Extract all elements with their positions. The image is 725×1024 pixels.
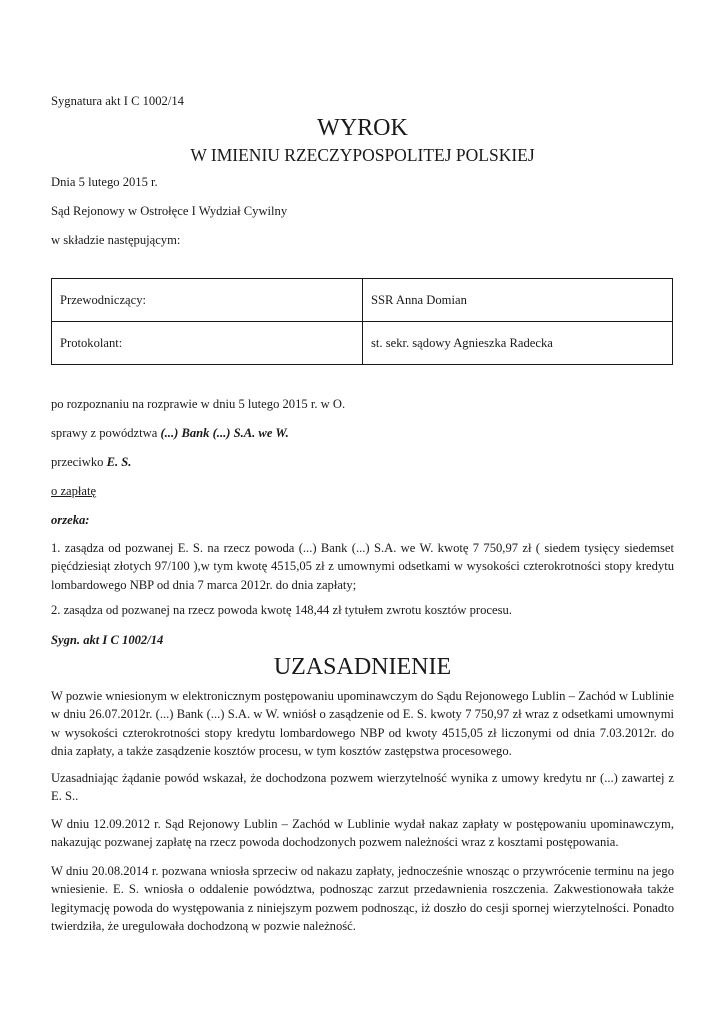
plaintiff-line (51, 425, 289, 441)
justification-paragraph-3: W dniu 12.09.2012 r. Sąd Rejonowy Lublin – Zachód w Lublinie wydał nakaz zapłaty w postępowaniu upominawczym, nakazując pozwanej zapłatę na rzecz powoda dochodzonych pozwem należności wraz z kosztami postępowania. (51, 817, 674, 850)
defendant-line (51, 454, 131, 470)
person-cell: st. sekr. sądowy Agnieszka Radecka (363, 322, 673, 365)
case-signature: Sygnatura akt I C 1002/14 (51, 94, 184, 108)
justification-paragraph-4: W dniu 20.08.2014 r. pozwana wniosła sprzeciw od nakazu zapłaty, jednocześnie wnosząc o przywrócenie terminu na jego wniesienie. E. S. wniosła o oddalenie powództwa, podnosząc zarzut przedawnienia roszczenia. Zakwestionowała także legitymację powoda do występowania z niniejszym pozwem podnosząc, iż doszło do cesji spornej wierzytelności. Ponadto twierdziła, że uregulowała dochodzoną w pozwie należność. (51, 864, 674, 933)
case-subject: o zapłatę (51, 484, 97, 498)
defendant-name: E. S. (106, 455, 132, 469)
ruling-item-1: 1. zasądza od pozwanej E. S. na rzecz powoda (...) Bank (...) S.A. we W. kwotę 7 750,97 zł ( siedem tysięcy siedemset pięćdziesiąt złotych 97/100 ),w tym kwotę 4515,05 zł z umownymi odsetkami w wysokości czterokrotności stopy kredytu lombardowego NBP od dnia 7 marca 2012r. do dnia zapłaty; (51, 541, 674, 592)
ruling-item-2: 2. zasądza od pozwanej na rzecz powoda kwotę 148,44 zł tytułem zwrotu kosztów procesu. (51, 603, 512, 617)
composition-table (51, 278, 673, 365)
justification-paragraph-1: W pozwie wniesionym w elektronicznym postępowaniu upominawczym do Sądu Rejonowego Lublin – Zachód w Lublinie w dniu 26.07.2012r. (...) Bank (...) S.A. w W. wniósł o zasądzenie od E. S. kwoty 7 750,97 zł wraz z odsetkami umownymi w wysokości czterokrotności stopy kredytu lombardowego NBP od kwoty 4515,05 zł liczonymi od dnia 7.03.2012r. do dnia zapłaty, a także zasądzenie kosztów procesu, w tym kosztów zastępstwa procesowego. (51, 689, 674, 758)
ruling-label: orzeka: (51, 513, 90, 527)
role-cell: Protokolant: (52, 322, 363, 365)
plaintiff-name: (...) Bank (...) S.A. we W. (160, 426, 289, 440)
role-cell: Przewodniczący: (52, 279, 363, 322)
hearing-info: po rozpoznaniu na rozprawie w dniu 5 lutego 2015 r. w O. (51, 397, 346, 411)
justification-paragraph-2: Uzasadniając żądanie powód wskazał, że dochodzona pozwem wierzytelność wynika z umowy kredytu nr (...) zawartej z E. S.. (51, 771, 674, 804)
table-row (52, 322, 673, 365)
justification-signature: Sygn. akt I C 1002/14 (51, 633, 164, 647)
justification-title: UZASADNIENIE (273, 654, 452, 680)
plaintiff-prefix: sprawy z powództwa (51, 426, 161, 440)
verdict-date: Dnia 5 lutego 2015 r. (51, 175, 158, 189)
table-row (52, 279, 673, 322)
verdict-subtitle: W IMIENIU RZECZYPOSPOLITEJ POLSKIEJ (190, 145, 535, 165)
person-cell: SSR Anna Domian (363, 279, 673, 322)
defendant-prefix: przeciwko (51, 455, 107, 469)
court-name: Sąd Rejonowy w Ostrołęce I Wydział Cywilny (51, 204, 288, 218)
verdict-title: WYROK (317, 115, 408, 141)
composition-intro: w składzie następującym: (51, 233, 181, 247)
